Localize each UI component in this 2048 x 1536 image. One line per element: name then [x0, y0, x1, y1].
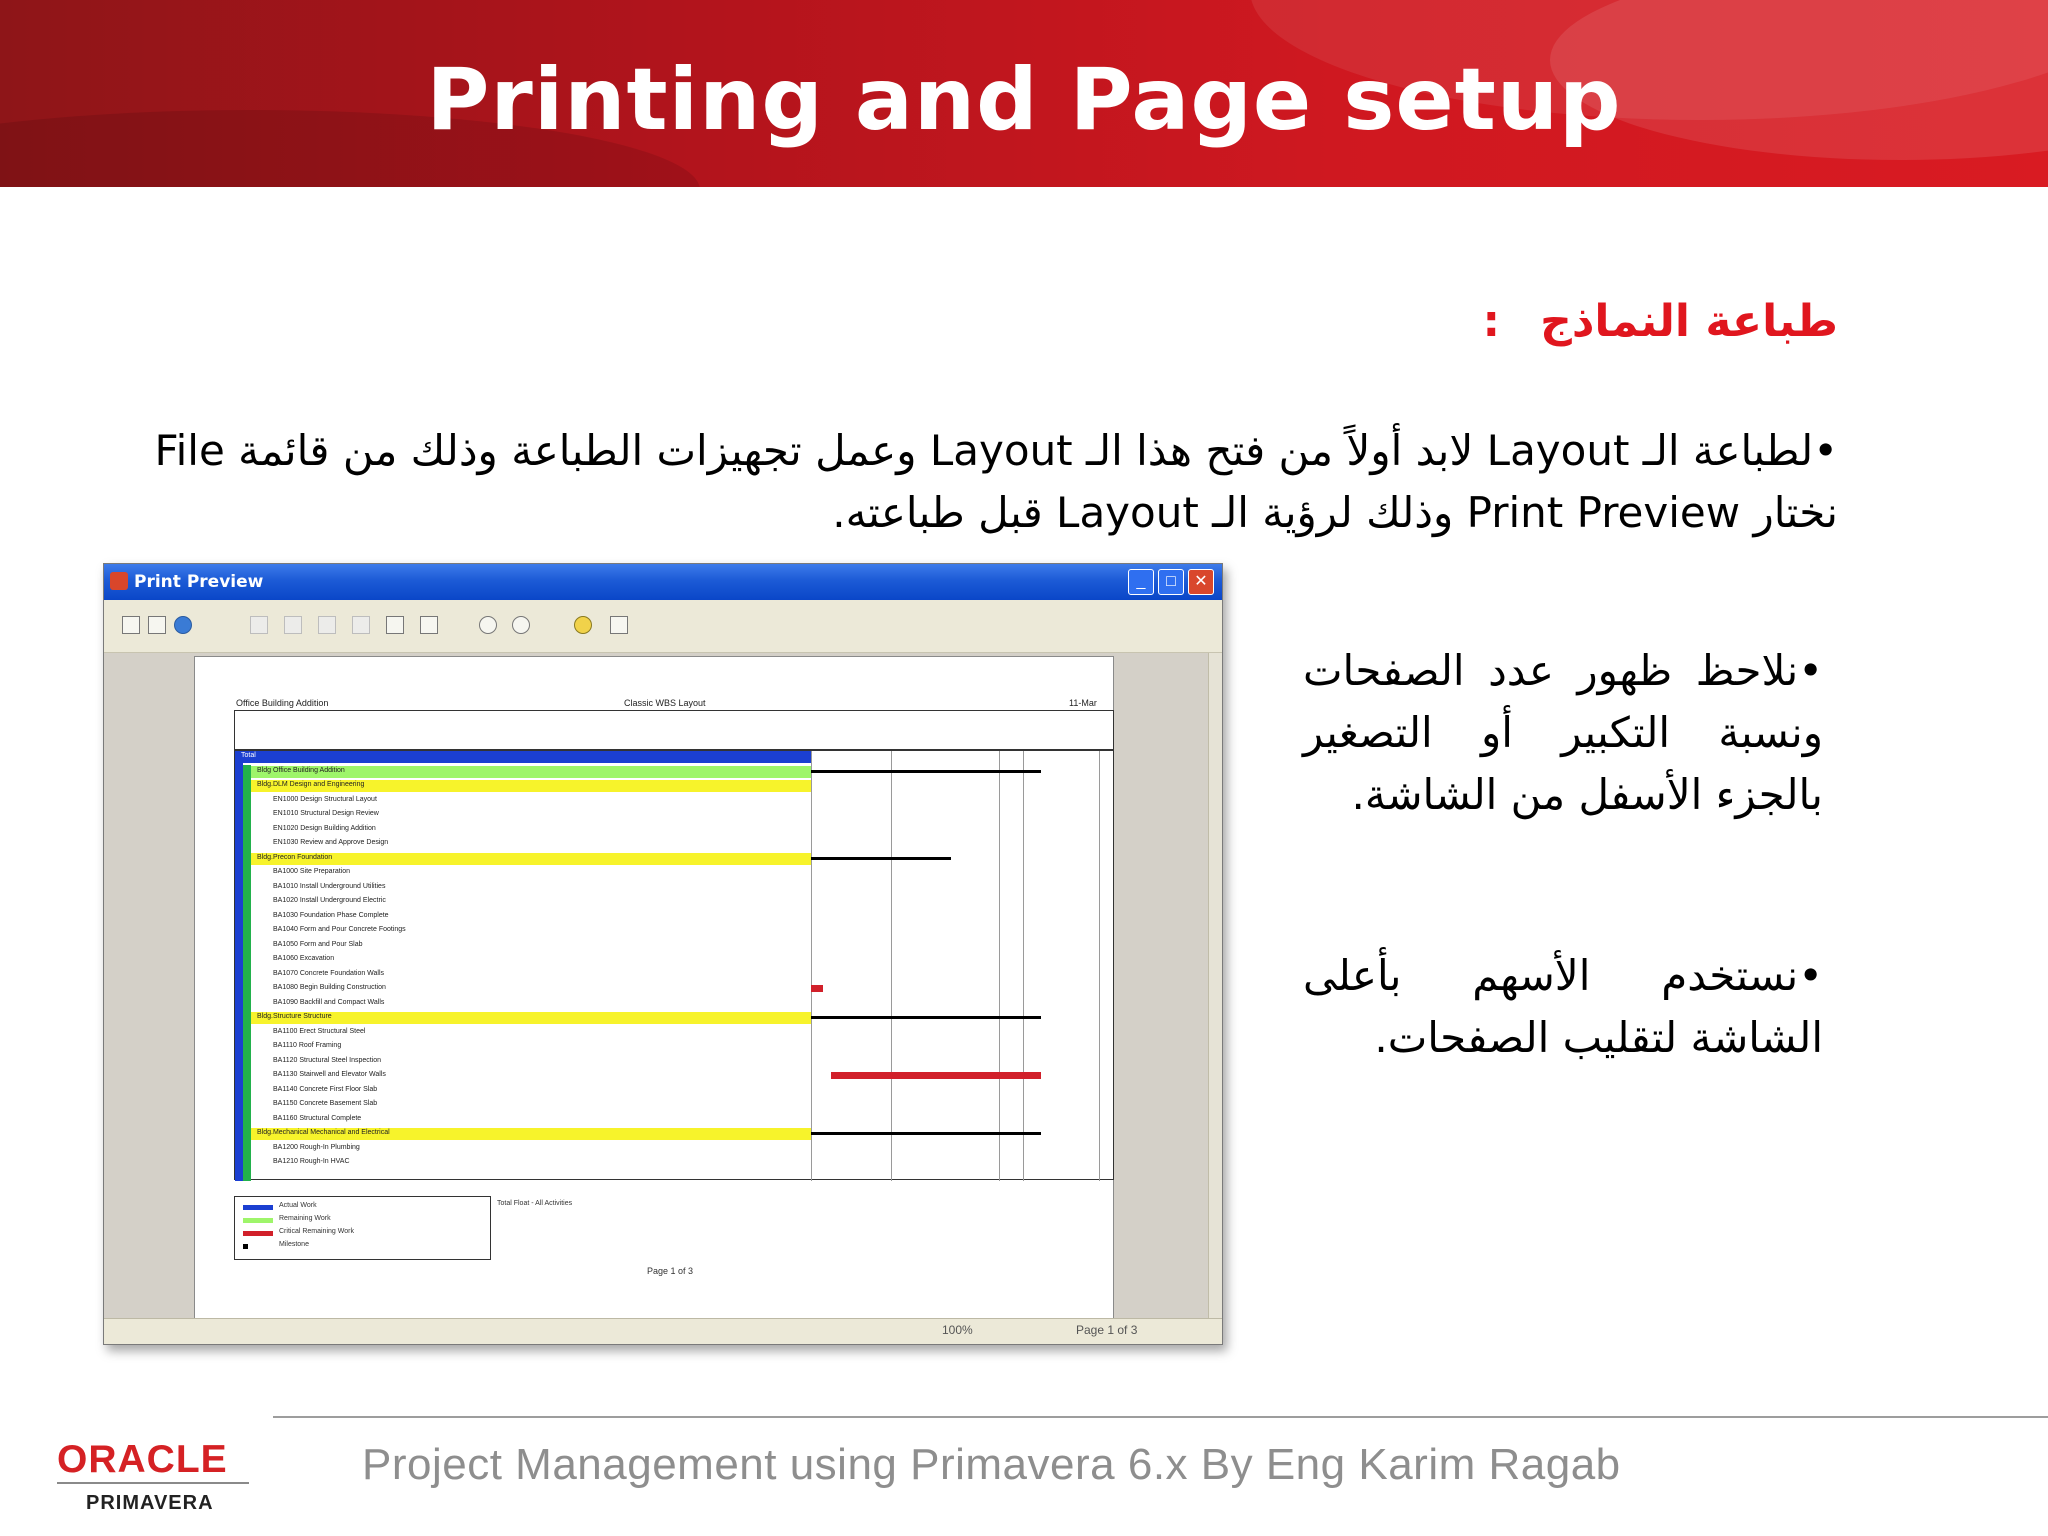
- legend-swatch: [243, 1218, 273, 1223]
- legend-label: Critical Remaining Work: [279, 1228, 354, 1235]
- gantt-critical-bar: [831, 1072, 1041, 1079]
- table-row: [251, 1099, 811, 1111]
- row-activity-name: BA1120 Structural Steel Inspection: [273, 1056, 382, 1064]
- legend-swatch: [243, 1231, 273, 1236]
- row-activity-name: BA1060 Excavation: [273, 955, 335, 962]
- window-title: Print Preview: [134, 572, 264, 592]
- row-activity-name: BA1200 Rough-In Plumbing: [273, 1143, 360, 1151]
- sheet-header: [234, 696, 1114, 710]
- table-row: [251, 983, 811, 995]
- table-row: [251, 1085, 811, 1097]
- footer-text: Project Management using Primavera 6.x By Eng Karim Ragab: [362, 1440, 1621, 1489]
- zoom-out-icon[interactable]: [512, 616, 530, 634]
- gantt-gridline: [1023, 751, 1024, 1181]
- legend-label: Milestone: [279, 1241, 309, 1248]
- table-row: [235, 751, 811, 763]
- primavera-logo: PRIMAVERA: [86, 1492, 214, 1514]
- gantt-summary-bar: [811, 770, 1041, 773]
- oracle-logo: ORACLE: [57, 1438, 228, 1481]
- app-icon: [110, 572, 128, 590]
- footer-divider: [273, 1416, 2048, 1418]
- row-activity-name: Total: [241, 752, 256, 759]
- publish-icon[interactable]: [174, 616, 192, 634]
- next-page-icon[interactable]: [318, 616, 336, 634]
- table-row: [251, 1041, 811, 1053]
- minimize-button[interactable]: _: [1128, 569, 1154, 595]
- row-activity-name: BA1130 Stairwell and Elevator Walls: [273, 1071, 386, 1078]
- table-row: [251, 1114, 811, 1126]
- layout-sheet: [234, 696, 1114, 1196]
- gantt-gridline: [811, 751, 812, 1181]
- row-activity-name: EN1010 Structural Design Review: [273, 810, 379, 817]
- legend-label: Actual Work: [279, 1202, 317, 1209]
- sheet-header-date: 11-Mar: [1069, 698, 1097, 708]
- gantt-area: [811, 751, 1113, 1181]
- table-row: [251, 867, 811, 879]
- logo-divider: [57, 1482, 249, 1484]
- slide-title: Printing and Page setup: [426, 50, 1622, 150]
- gantt-summary-bar: [811, 857, 951, 860]
- legend-swatch: [243, 1205, 273, 1210]
- row-activity-name: BA1030 Foundation Phase Complete: [273, 911, 389, 919]
- wbs-band-green: [243, 765, 251, 1181]
- table-row: [251, 780, 811, 792]
- section-heading-colon: :: [1482, 296, 1501, 347]
- last-page-icon[interactable]: [352, 616, 370, 634]
- table-row: [251, 998, 811, 1010]
- table-row: [251, 838, 811, 850]
- row-activity-name: BA1210 Rough-In HVAC: [273, 1158, 350, 1165]
- row-activity-name: BA1100 Erect Structural Steel: [273, 1027, 366, 1035]
- preview-toolbar: [104, 600, 1222, 653]
- table-row: [251, 1056, 811, 1068]
- sheet-header-layout: Classic WBS Layout: [624, 698, 706, 708]
- note-paragraph-arrows: •نستخدم الأسهم بأعلى الشاشة لتقليب الصفحات.: [1303, 951, 1823, 1062]
- gantt-critical-bar: [811, 985, 823, 992]
- table-row: [251, 1027, 811, 1039]
- row-activity-name: BA1040 Form and Pour Concrete Footings: [273, 926, 406, 933]
- table-row: [251, 853, 811, 865]
- section-heading: [1483, 296, 1838, 347]
- activity-table: [234, 750, 1114, 1180]
- maximize-button[interactable]: □: [1158, 569, 1184, 595]
- table-row: [251, 824, 811, 836]
- zoom-in-icon[interactable]: [479, 616, 497, 634]
- page-up-icon[interactable]: [386, 616, 404, 634]
- table-row: [251, 1143, 811, 1155]
- row-activity-name: BA1150 Concrete Basement Slab: [273, 1100, 378, 1107]
- table-row: [251, 1128, 811, 1140]
- table-row: [251, 1012, 811, 1024]
- table-row: [251, 911, 811, 923]
- legend-swatch: [243, 1244, 248, 1249]
- row-activity-name: EN1020 Design Building Addition: [273, 824, 376, 832]
- table-row: [251, 896, 811, 908]
- zoom-level: 100%: [942, 1323, 973, 1337]
- legend-box: [234, 1196, 491, 1260]
- help-icon[interactable]: [574, 616, 592, 634]
- table-row: [251, 1157, 811, 1169]
- vertical-scrollbar[interactable]: [1208, 653, 1223, 1318]
- row-activity-name: Bldg.Mechanical Mechanical and Electrical: [257, 1129, 390, 1136]
- row-activity-name: EN1030 Review and Approve Design: [273, 839, 389, 846]
- wbs-band-blue: [235, 751, 243, 1181]
- first-page-icon[interactable]: [250, 616, 268, 634]
- status-bar: [104, 1318, 1222, 1345]
- row-activity-name: Bldg Office Building Addition: [257, 766, 345, 774]
- legend-note: Total Float - All Activities: [497, 1200, 573, 1207]
- gantt-summary-bar: [811, 1016, 1041, 1019]
- row-activity-name: BA1160 Structural Complete: [273, 1114, 362, 1122]
- row-activity-name: Bldg.Precon Foundation: [257, 853, 333, 861]
- close-preview-icon[interactable]: [610, 616, 628, 634]
- print-icon[interactable]: [148, 616, 166, 634]
- instruction-paragraph: •لطباعة الـ Layout لابد أولاً من فتح هذا الـ Layout وعمل تجهيزات الطباعة وذلك من قائمة File نختار Print Preview وذلك لرؤية الـ Layout قبل طباعته.: [154, 426, 1838, 537]
- table-row: [251, 766, 811, 778]
- row-activity-name: BA1090 Backfill and Compact Walls: [273, 998, 385, 1006]
- note-paragraph-pages: •نلاحظ ظهور عدد الصفحات ونسبة التكبير أو التصغير بالجزء الأسفل من الشاشة.: [1303, 646, 1823, 819]
- row-activity-name: BA1110 Roof Framing: [273, 1042, 342, 1049]
- table-row: [251, 882, 811, 894]
- row-activity-name: BA1020 Install Underground Electric: [273, 897, 386, 904]
- row-activity-name: Bldg.Structure Structure: [257, 1013, 332, 1020]
- page-number: Page 1 of 3: [647, 1266, 694, 1276]
- row-activity-name: BA1010 Install Underground Utilities: [273, 882, 386, 890]
- page-down-icon[interactable]: [420, 616, 438, 634]
- window-titlebar: [104, 564, 1222, 600]
- column-headers: [234, 710, 1114, 750]
- page-count: Page 1 of 3: [1076, 1323, 1138, 1337]
- table-row: [251, 940, 811, 952]
- row-activity-name: BA1070 Concrete Foundation Walls: [273, 969, 385, 977]
- preview-page: [194, 656, 1114, 1328]
- table-row: [251, 809, 811, 821]
- sheet-header-project: Office Building Addition: [236, 698, 329, 708]
- close-button[interactable]: ✕: [1188, 569, 1214, 595]
- table-row: [251, 795, 811, 807]
- table-row: [251, 925, 811, 937]
- previous-page-icon[interactable]: [284, 616, 302, 634]
- gantt-summary-bar: [811, 1132, 1041, 1135]
- table-row: [251, 1070, 811, 1082]
- row-activity-name: Bldg.DLM Design and Engineering: [257, 781, 365, 788]
- row-activity-name: BA1140 Concrete First Floor Slab: [273, 1085, 378, 1093]
- row-activity-name: BA1050 Form and Pour Slab: [273, 940, 363, 948]
- row-activity-name: BA1080 Begin Building Construction: [273, 984, 386, 991]
- title-banner: [0, 0, 2048, 187]
- row-activity-name: BA1000 Site Preparation: [273, 868, 351, 875]
- gantt-gridline: [891, 751, 892, 1181]
- print-preview-window: [103, 563, 1223, 1345]
- section-heading-text: طباعة النماذج: [1540, 296, 1838, 347]
- row-activity-name: EN1000 Design Structural Layout: [273, 795, 377, 803]
- gantt-gridline: [999, 751, 1000, 1181]
- table-row: [251, 969, 811, 981]
- legend-label: Remaining Work: [279, 1215, 331, 1222]
- table-row: [251, 954, 811, 966]
- gantt-gridline: [1099, 751, 1100, 1181]
- page-setup-icon[interactable]: [122, 616, 140, 634]
